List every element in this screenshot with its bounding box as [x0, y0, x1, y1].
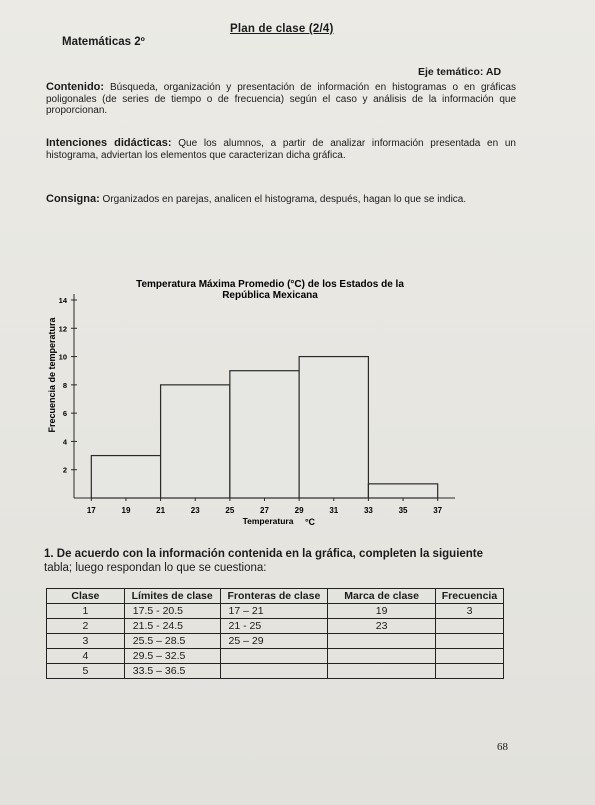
intenciones-label: Intenciones didácticas:: [46, 137, 172, 149]
cell-frecuencia[interactable]: [435, 664, 503, 679]
class-table: [46, 588, 504, 679]
contenido-label: Contenido:: [46, 81, 105, 93]
cell-fronteras[interactable]: [220, 664, 328, 679]
x-axis-label: Temperatura: [242, 516, 294, 526]
x-tick-label: 25: [225, 506, 235, 515]
y-tick-label: 14: [58, 296, 67, 305]
cell-limites: 25.5 – 28.5: [124, 634, 220, 649]
cell-marca[interactable]: 19: [328, 604, 436, 619]
table-row: [47, 619, 504, 634]
cell-frecuencia[interactable]: 3: [435, 604, 503, 619]
cell-frecuencia[interactable]: [435, 619, 503, 634]
eje-tematico: Eje temático: AD: [418, 66, 502, 78]
x-tick-label: 37: [433, 506, 443, 515]
table-row: [47, 634, 504, 649]
y-tick-label: 8: [62, 380, 67, 390]
histogram-bar-4: [299, 357, 368, 498]
cell-marca[interactable]: [328, 664, 436, 679]
cell-clase: 2: [47, 619, 125, 634]
cell-clase: 1: [47, 604, 125, 619]
consigna-text: Organizados en parejas, analicen el histograma, después, hagan lo que se indica.: [99, 194, 467, 205]
cell-fronteras[interactable]: [220, 649, 328, 664]
y-tick-label: 12: [58, 324, 67, 334]
x-tick-label: 29: [294, 506, 304, 515]
cell-fronteras[interactable]: 25 – 29: [220, 634, 328, 649]
histogram-bar-5: [368, 484, 437, 498]
histogram-bar-3: [230, 371, 299, 498]
y-tick-label: 2: [62, 465, 67, 475]
y-axis-label: Frecuencia de temperatura: [47, 317, 57, 433]
x-tick-label: 33: [363, 506, 373, 515]
x-tick-label: 35: [398, 506, 408, 515]
y-tick-label: 6: [62, 409, 67, 419]
contenido-text: Búsqueda, organización y presentación de información en histogramas o en gráficas poligonales (de series de tiempo o de frecuencia) según el caso y análisis de la información que proporcionan.: [46, 82, 516, 116]
table-row: [47, 604, 504, 619]
question-rest-text: tabla; luego respondan lo que se cuestiona:: [44, 562, 267, 574]
histogram-bar-1: [91, 456, 160, 498]
consigna-label: Consigna:: [46, 193, 100, 205]
chart-title-line2: República Mexicana: [222, 290, 318, 301]
chart-title-line1: Temperatura Máxima Promedio (°C) de los Estados de la: [136, 279, 404, 290]
cell-marca[interactable]: [328, 649, 436, 664]
cell-clase: 4: [47, 649, 125, 664]
cell-marca[interactable]: [328, 634, 436, 649]
header-clase: Clase: [47, 589, 125, 604]
question-bold-text: De acuerdo con la información contenida en la gráfica, completen la siguiente: [53, 548, 484, 560]
cell-clase: 3: [47, 634, 125, 649]
grade: 2º: [134, 36, 145, 48]
cell-limites: 17.5 - 20.5: [124, 604, 220, 619]
x-tick-label: 21: [156, 506, 166, 515]
table-row: [47, 649, 504, 664]
cell-fronteras[interactable]: 17 – 21: [220, 604, 328, 619]
cell-limites: 21.5 - 24.5: [124, 619, 220, 634]
header-fronteras: Fronteras de clase: [220, 589, 328, 604]
cell-frecuencia[interactable]: [435, 649, 503, 664]
question-1: [44, 547, 564, 575]
question-number: 1.: [44, 548, 54, 560]
header-frecuencia: Frecuencia: [435, 589, 503, 604]
cell-frecuencia[interactable]: [435, 634, 503, 649]
cell-limites: 33.5 – 36.5: [124, 664, 220, 679]
y-tick-label: 4: [62, 437, 67, 447]
x-tick-label: 17: [86, 506, 96, 515]
x-axis-unit: °C: [304, 517, 316, 527]
table-header-row: [47, 589, 504, 604]
cell-limites: 29.5 – 32.5: [124, 649, 220, 664]
header-limites: Límites de clase: [124, 589, 220, 604]
histogram-bar-2: [161, 385, 230, 498]
table-row: [47, 664, 504, 679]
x-tick-label: 31: [329, 506, 339, 515]
header-marca: Marca de clase: [328, 589, 436, 604]
y-tick-label: 10: [58, 352, 67, 362]
plan-title: Plan de clase (2/4): [230, 23, 334, 35]
x-tick-label: 23: [190, 506, 200, 515]
page-number: 68: [497, 741, 508, 753]
cell-marca[interactable]: 23: [328, 619, 436, 634]
x-tick-label: 27: [260, 506, 269, 515]
x-tick-label: 19: [121, 506, 131, 515]
cell-clase: 5: [47, 664, 125, 679]
intenciones-text: Que los alumnos, a partir de analizar información presentada en un histograma, adviertan los elementos que caracterizan dicha gráfica.: [46, 138, 516, 161]
subject-name: Matemáticas: [62, 36, 132, 48]
cell-fronteras[interactable]: 21 - 25: [220, 619, 328, 634]
